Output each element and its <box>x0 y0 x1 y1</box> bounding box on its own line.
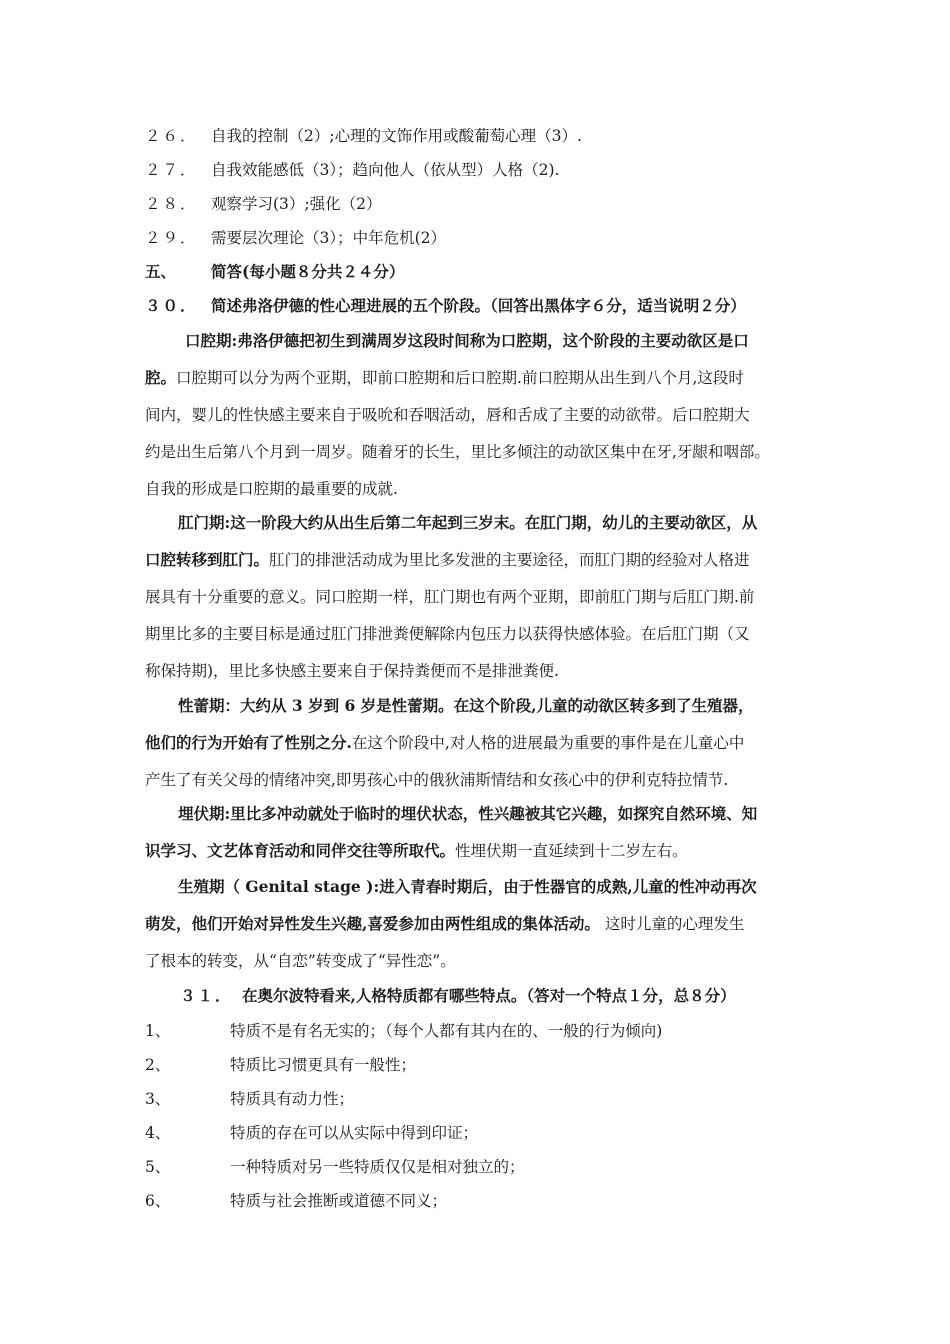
trait-text: 特质的存在可以从实际中得到印证； <box>230 1124 479 1142</box>
trait-item <box>145 1118 825 1148</box>
trait-item <box>145 1084 825 1114</box>
trait-number: 4、 <box>145 1124 171 1142</box>
question-number: ３０． <box>145 296 198 315</box>
trait-number: 5、 <box>145 1158 171 1176</box>
section-title: 简答(每小题８分共２４分） <box>211 262 405 281</box>
phallic-stage-line <box>145 728 825 758</box>
oral-stage-line <box>145 474 825 504</box>
anal-stage-bold: 肛门期:这一阶段大约从出生后第二年起到三岁末。在肛门期，幼儿的主要动欲区，从 <box>178 513 758 532</box>
answer-number: ２９． <box>145 229 198 247</box>
oral-stage-bold: 口腔期:弗洛伊德把初生到满周岁这段时间称为口腔期，这个阶段的主要动欲区是口 <box>185 331 749 350</box>
anal-stage-bold: 口腔转移到肛门。 <box>145 550 270 569</box>
section-heading <box>145 257 825 287</box>
question-31 <box>145 981 860 1011</box>
phallic-stage-text: 在这个阶段中,对人格的进展最为重要的事件是在儿童心中 <box>351 734 745 752</box>
phallic-stage-line <box>145 765 825 795</box>
oral-stage-text: 约是出生后第八个月到一周岁。随着牙的长生，里比多倾注的动欲区集中在牙,牙龈和咽部。 <box>145 443 770 461</box>
oral-stage-line <box>145 437 825 467</box>
genital-stage-bold: 萌发，他们开始对异性发生兴趣,喜爱参加由两性组成的集体活动。 <box>145 914 600 933</box>
trait-number: 6、 <box>145 1192 171 1210</box>
anal-stage-text: 肛门的排泄活动成为里比多发泄的主要途径，而肛门期的经验对人格进 <box>269 551 750 569</box>
latent-stage-text: 性埋伏期一直延续到十二岁左右。 <box>455 842 688 860</box>
trait-number: 2、 <box>145 1056 171 1074</box>
answer-number: ２６． <box>145 127 198 145</box>
oral-stage-line <box>145 400 825 430</box>
latent-stage-line <box>145 799 858 829</box>
oral-stage-line <box>145 326 865 356</box>
answer-27 <box>145 155 825 185</box>
anal-stage-text: 期里比多的主要目标是通过肛门排泄粪便解除内包压力以获得快感体验。在后肛门期（又 <box>145 625 750 643</box>
answer-text: 自我的控制（2）;心理的文饰作用或酸葡萄心理（3）. <box>211 127 582 145</box>
section-number: 五、 <box>145 262 177 281</box>
anal-stage-text: 展具有十分重要的意义。同口腔期一样，肛门期也有两个亚期，即前肛门期与后肛门期.前 <box>145 588 755 606</box>
oral-stage-text: 自我的形成是口腔期的最重要的成就. <box>145 480 398 498</box>
genital-stage-text: 了根本的转变，从“自恋”转变成了“异性恋”。 <box>145 952 456 970</box>
genital-stage-line <box>145 872 858 902</box>
oral-stage-text: 间内，婴儿的性快感主要来自于吸吮和吞咽活动，唇和舌成了主要的动欲带。后口腔期大 <box>145 406 750 424</box>
anal-stage-line <box>145 619 825 649</box>
anal-stage-line <box>145 656 825 686</box>
question-text: 简述弗洛伊德的性心理进展的五个阶段。（回答出黑体字６分，适当说明２分） <box>211 296 746 315</box>
oral-stage-line <box>145 363 825 393</box>
question-text: 在奥尔波特看来,人格特质都有哪些特点。（答对一个特点１分，总８分） <box>242 986 736 1005</box>
answer-number: ２８． <box>145 195 198 213</box>
latent-stage-line <box>145 836 825 866</box>
question-30 <box>145 291 825 321</box>
trait-text: 特质与社会推断或道德不同义； <box>230 1192 448 1210</box>
genital-stage-line <box>145 946 825 976</box>
phallic-stage-text: 产生了有关父母的情绪冲突,即男孩心中的俄狄浦斯情结和女孩心中的伊利克特拉情节. <box>145 771 729 789</box>
anal-stage-line <box>145 508 858 538</box>
trait-text: 特质具有动力性； <box>230 1090 355 1108</box>
answer-text: 需要层次理论（3）；中年危机(2） <box>211 229 447 247</box>
oral-stage-text: 口腔期可以分为两个亚期，即前口腔期和后口腔期.前口腔期从出生到八个月,这段时 <box>176 369 744 387</box>
answer-text: 自我效能感低（3）；趋向他人（依从型）人格（2). <box>211 161 560 179</box>
phallic-stage-bold: 性蕾期：大约从 3 岁到 6 岁是性蕾期。在这个阶段,儿童的动欲区转多到了生殖器， <box>178 696 754 715</box>
phallic-stage-bold: 他们的行为开始有了性别之分. <box>145 733 352 752</box>
trait-number: 3、 <box>145 1090 171 1108</box>
answer-29 <box>145 223 825 253</box>
genital-stage-line <box>145 909 825 939</box>
question-number: ３１． <box>180 986 233 1005</box>
trait-text: 特质不是有名无实的；（每个人都有其内在的、一般的行为倾向) <box>230 1022 663 1040</box>
trait-number: 1、 <box>145 1022 171 1040</box>
genital-stage-text: 这时儿童的心理发生 <box>599 915 745 933</box>
answer-28 <box>145 189 825 219</box>
anal-stage-text: 称保持期)，里比多快感主要来自于保持粪便而不是排泄粪便. <box>145 662 559 680</box>
trait-text: 特质比习惯更具有一般性； <box>230 1056 417 1074</box>
trait-item <box>145 1186 825 1216</box>
genital-stage-bold: 生殖期（ Genital stage ):进入青春时期后，由于性器官的成熟,儿童的性冲动再次 <box>178 877 757 896</box>
latent-stage-bold: 识学习、文艺体育活动和同伴交往等所取代。 <box>145 841 456 860</box>
trait-item <box>145 1152 825 1182</box>
anal-stage-line <box>145 582 825 612</box>
latent-stage-bold: 埋伏期:里比多冲动就处于临时的埋伏状态，性兴趣被其它兴趣，如探究自然环境、知 <box>178 804 758 823</box>
answer-text: 观察学习(3）;强化（2） <box>211 195 382 213</box>
trait-text: 一种特质对另一些特质仅仅是相对独立的； <box>230 1158 525 1176</box>
trait-item <box>145 1016 825 1046</box>
phallic-stage-line <box>145 691 858 721</box>
anal-stage-line <box>145 545 825 575</box>
trait-item <box>145 1050 825 1080</box>
answer-number: ２７． <box>145 161 198 179</box>
oral-stage-bold: 腔。 <box>145 368 177 387</box>
answer-26 <box>145 121 825 151</box>
